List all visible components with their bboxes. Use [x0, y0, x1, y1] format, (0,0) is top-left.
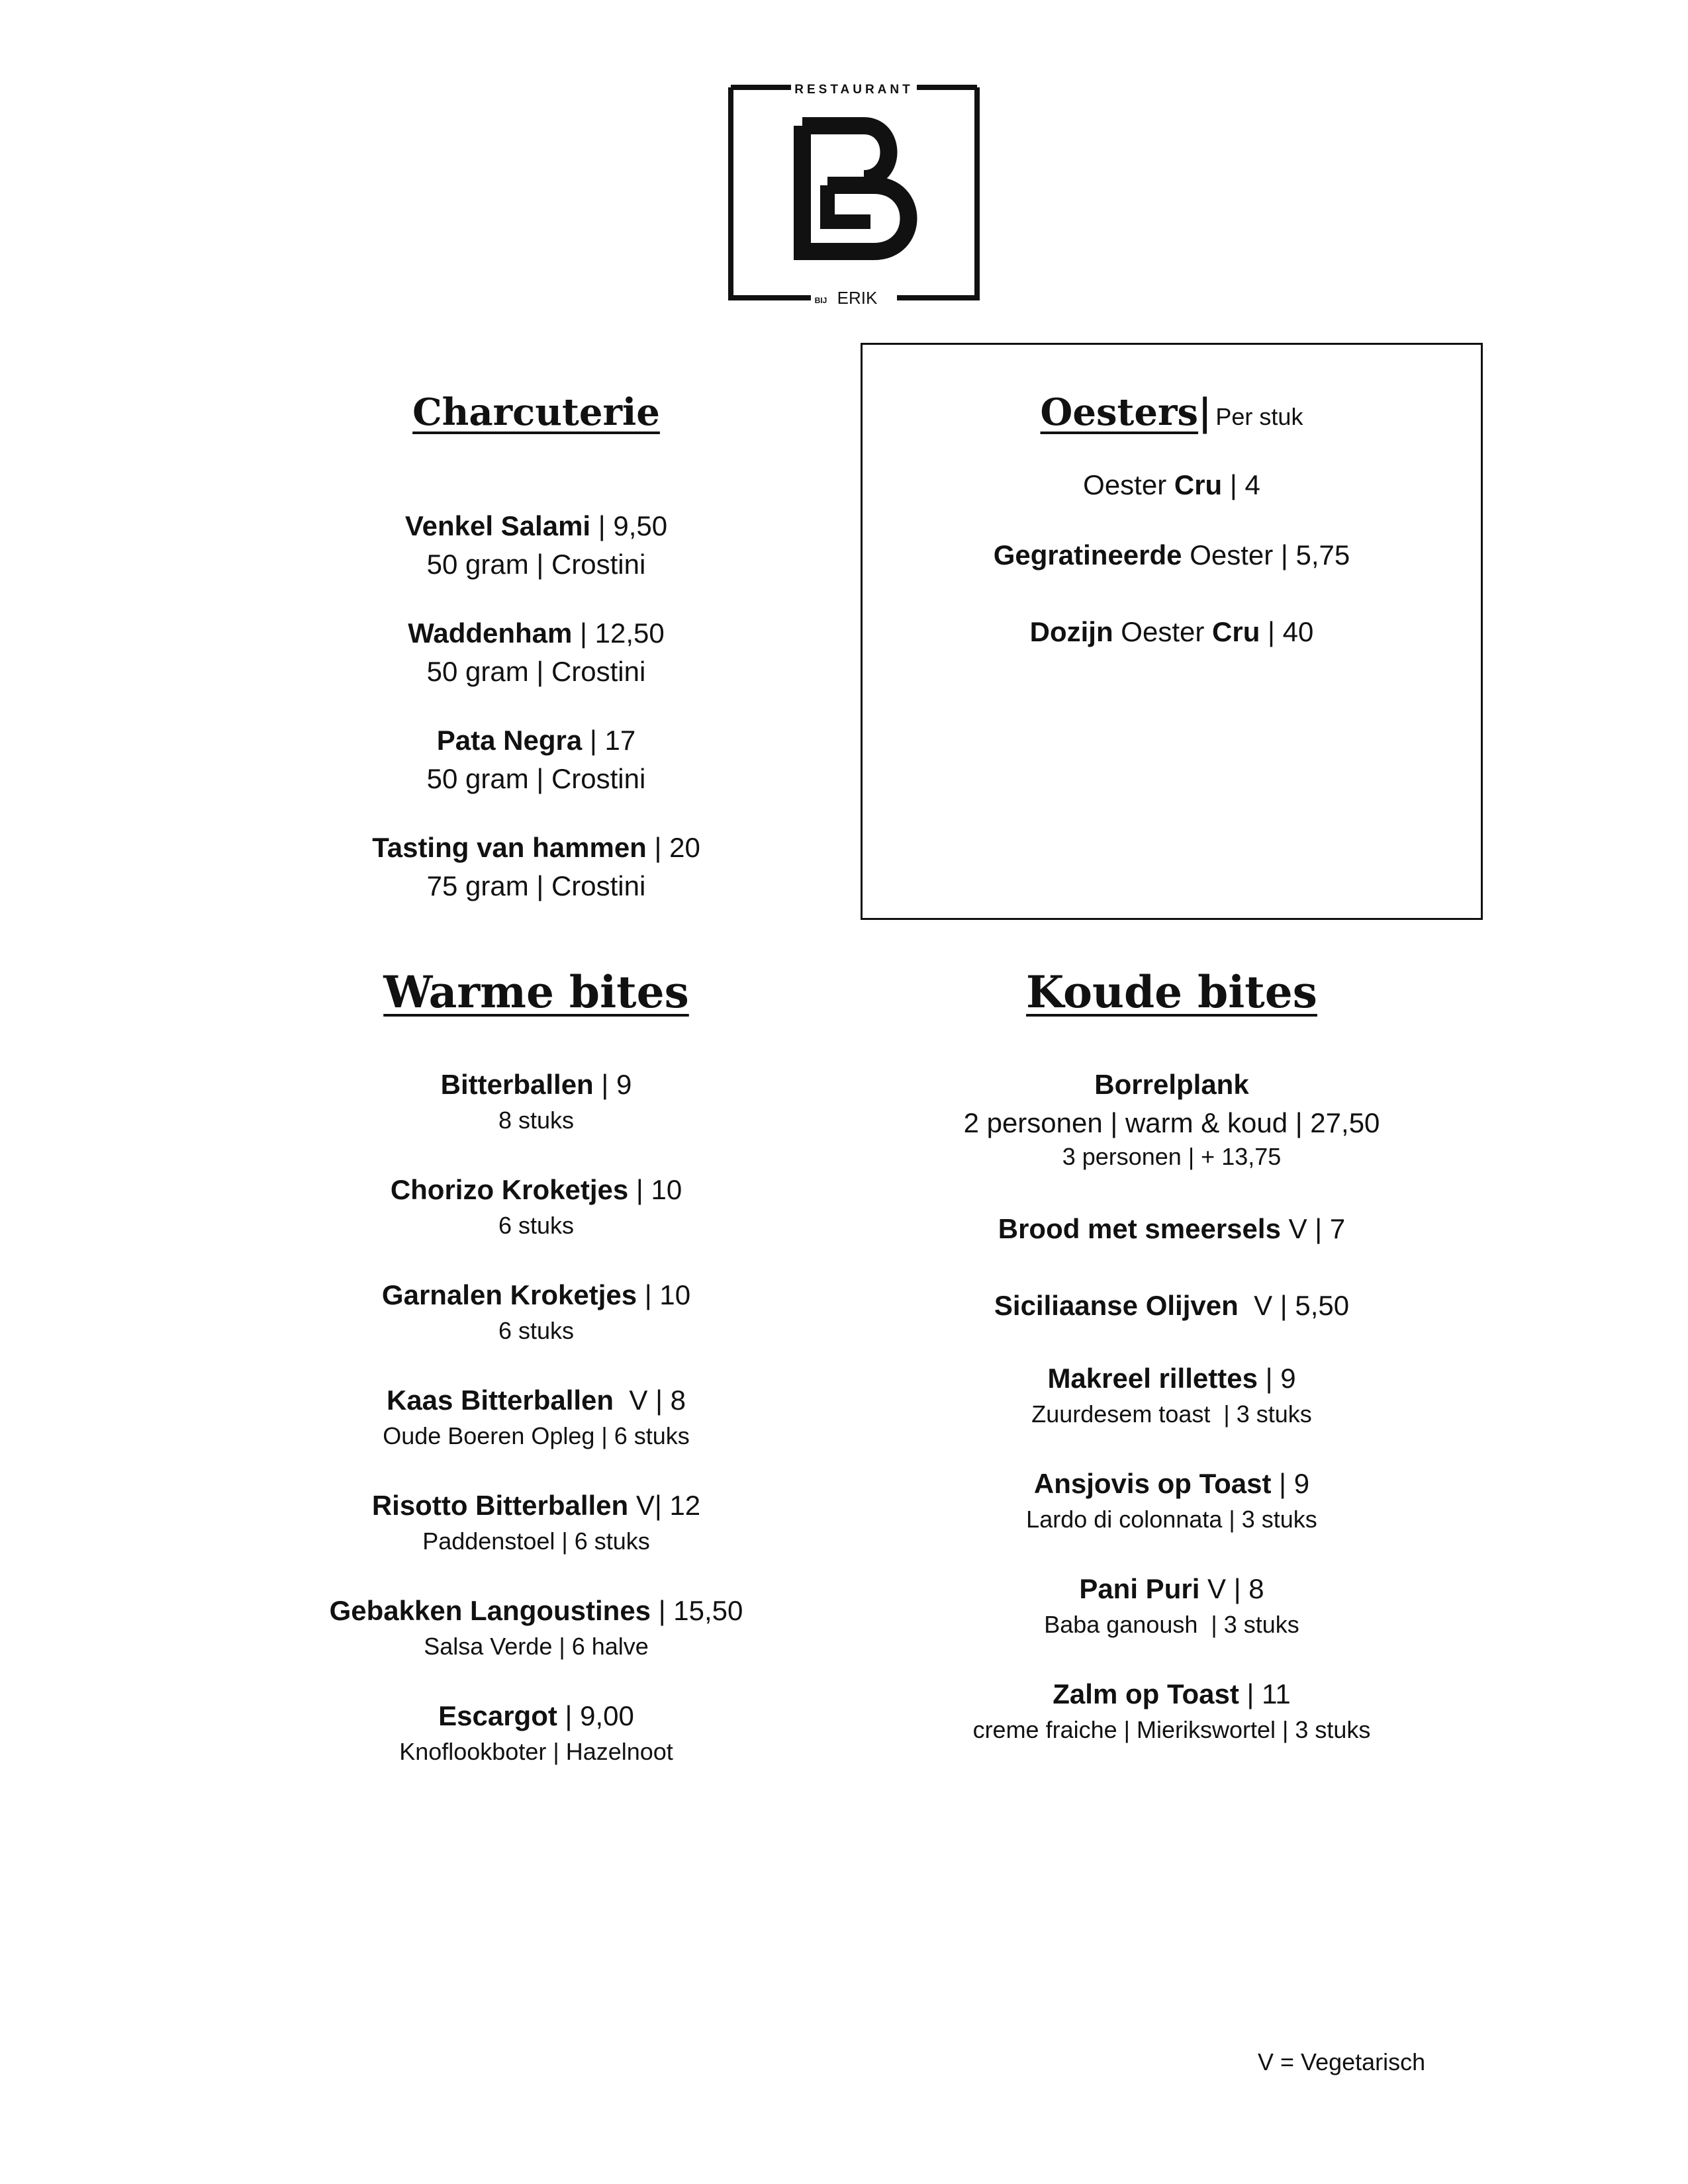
- item-extra-line: 3 personen | + 13,75: [1062, 1143, 1282, 1170]
- item-description: Baba ganoush | 3 stuks: [1044, 1611, 1299, 1638]
- menu-item: [285, 1592, 788, 1663]
- warme-bites-title: Warme bites: [383, 966, 689, 1018]
- item-description: creme fraiche | Mierikswortel | 3 stuks: [972, 1716, 1371, 1743]
- item-price: | 9: [1257, 1363, 1296, 1394]
- item-name: Ansjovis op Toast: [1033, 1468, 1272, 1499]
- item-price: V | 5,50: [1238, 1290, 1350, 1321]
- menu-item: [285, 614, 788, 691]
- item-text: Oester: [1113, 616, 1213, 647]
- item-description: Salsa Verde | 6 halve: [424, 1633, 649, 1660]
- menu-item: [861, 613, 1483, 651]
- menu-item: [861, 1287, 1483, 1325]
- item-text: Oester: [1083, 469, 1174, 500]
- item-description: 6 stuks: [498, 1317, 575, 1344]
- item-name: Kaas Bitterballen: [386, 1385, 614, 1416]
- item-price: | 9,50: [590, 510, 668, 541]
- item-name: Waddenham: [408, 617, 573, 649]
- item-description: 50 gram | Crostini: [426, 656, 646, 687]
- menu-item: [285, 1381, 788, 1453]
- oesters-title-bar: |: [1198, 390, 1212, 434]
- item-name: Tasting van hammen: [372, 832, 647, 863]
- menu-item: [285, 1486, 788, 1558]
- logo-bottom-text: ERIK: [837, 288, 878, 304]
- oesters-title: Oesters: [1040, 390, 1199, 434]
- item-price: | 9,00: [557, 1700, 634, 1731]
- item-price: | 17: [582, 725, 636, 756]
- item-price: | 15,50: [651, 1595, 743, 1626]
- vegetarian-legend: V = Vegetarisch: [1258, 2048, 1426, 2075]
- charcuterie-title: Charcuterie: [412, 390, 660, 434]
- item-price: | 10: [628, 1174, 682, 1205]
- menu-item: [861, 536, 1483, 574]
- item-price: Oester | 5,75: [1182, 539, 1350, 570]
- item-price: V | 8: [614, 1385, 686, 1416]
- menu-item: [285, 1171, 788, 1242]
- item-name: Siciliaanse Olijven: [994, 1290, 1239, 1321]
- item-price: | 9: [593, 1069, 632, 1100]
- item-description: Paddenstoel | 6 stuks: [422, 1527, 650, 1555]
- oesters-suffix: Per stuk: [1215, 403, 1303, 430]
- item-price: V| 12: [628, 1490, 701, 1521]
- item-price-line: 2 personen | warm & koud | 27,50: [963, 1107, 1380, 1138]
- item-name: Zalm op Toast: [1053, 1678, 1239, 1709]
- item-description: Knoflookboter | Hazelnoot: [399, 1738, 673, 1765]
- logo-top-text: RESTAURANT: [794, 83, 914, 97]
- item-description: Lardo di colonnata | 3 stuks: [1026, 1506, 1317, 1533]
- item-price: | 4: [1222, 469, 1260, 500]
- item-price: | 20: [646, 832, 700, 863]
- item-description: 75 gram | Crostini: [426, 870, 646, 901]
- item-price: V | 8: [1199, 1573, 1264, 1604]
- item-price: | 9: [1271, 1468, 1310, 1499]
- item-name: Dozijn: [1029, 616, 1113, 647]
- item-price: | 12,50: [572, 617, 665, 649]
- menu-item: [285, 721, 788, 798]
- item-name: Cru: [1212, 616, 1260, 647]
- menu-item: [285, 1066, 788, 1137]
- logo-bottom-prefix: BIJ: [814, 296, 827, 304]
- item-name: Pata Negra: [436, 725, 583, 756]
- oesters-section: [861, 390, 1483, 683]
- menu-item-borrelplank: [861, 1066, 1483, 1171]
- menu-item: [861, 1675, 1483, 1747]
- item-name: Venkel Salami: [404, 510, 591, 541]
- menu-item: [861, 1570, 1483, 1641]
- menu-item: [861, 1210, 1483, 1248]
- warme-bites-section: [285, 966, 788, 1802]
- menu-item: [285, 1697, 788, 1768]
- menu-item: [861, 1465, 1483, 1536]
- item-name: Garnalen Kroketjes: [381, 1279, 637, 1310]
- item-description: Oude Boeren Opleg | 6 stuks: [383, 1422, 690, 1449]
- item-name: Gegratineerde: [993, 539, 1182, 570]
- oesters-title-row: [861, 390, 1483, 434]
- item-name: Cru: [1174, 469, 1223, 500]
- menu-item: [285, 507, 788, 584]
- menu-item: [861, 1359, 1483, 1431]
- item-price: | 11: [1239, 1678, 1291, 1709]
- item-name: Borrelplank: [1094, 1069, 1249, 1100]
- item-description: 6 stuks: [498, 1212, 575, 1239]
- item-price: | 10: [637, 1279, 691, 1310]
- item-description: 50 gram | Crostini: [426, 763, 646, 794]
- item-name: Bitterballen: [440, 1069, 594, 1100]
- item-name: Gebakken Langoustines: [329, 1595, 651, 1626]
- koude-bites-title: Koude bites: [1026, 966, 1317, 1018]
- item-name: Pani Puri: [1079, 1573, 1200, 1604]
- restaurant-logo: [728, 73, 980, 304]
- item-price: | 40: [1260, 616, 1314, 647]
- menu-item: [861, 466, 1483, 504]
- item-name: Chorizo Kroketjes: [390, 1174, 629, 1205]
- item-description: Zuurdesem toast | 3 stuks: [1031, 1400, 1312, 1428]
- item-name: Brood met smeersels: [998, 1213, 1281, 1244]
- item-description: 50 gram | Crostini: [426, 549, 646, 580]
- menu-item: [285, 1276, 788, 1347]
- item-description: 8 stuks: [498, 1107, 575, 1134]
- item-name: Escargot: [438, 1700, 557, 1731]
- item-name: Makreel rillettes: [1047, 1363, 1258, 1394]
- koude-bites-section: [861, 966, 1483, 1780]
- item-price: V | 7: [1280, 1213, 1346, 1244]
- menu-item: [285, 829, 788, 905]
- charcuterie-section: [285, 390, 788, 936]
- item-name: Risotto Bitterballen: [371, 1490, 629, 1521]
